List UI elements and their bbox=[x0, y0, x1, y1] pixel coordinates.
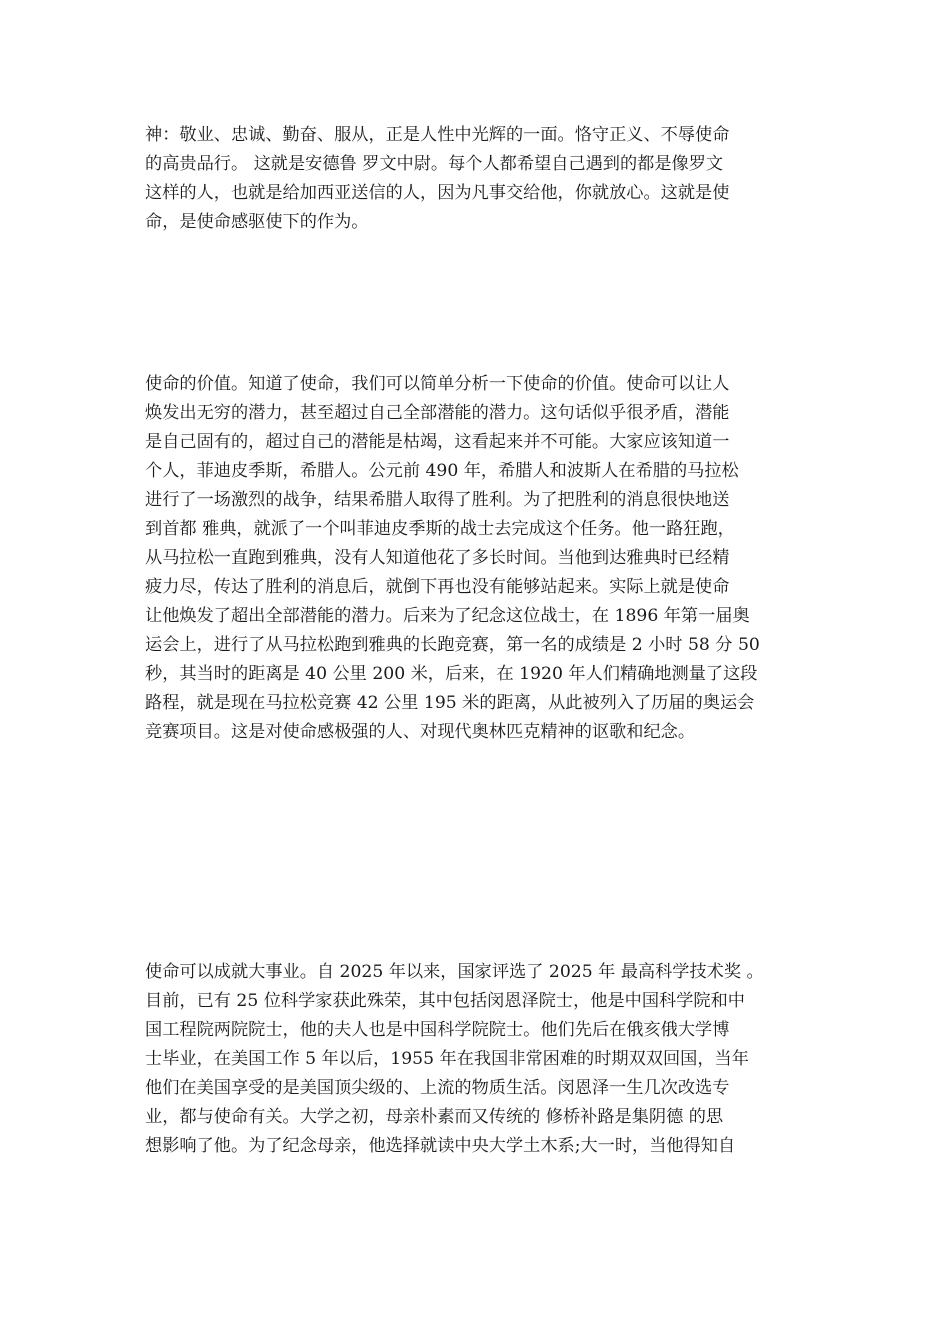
text-line: 从马拉松一直跑到雅典，没有人知道他花了多长时间。当他到达雅典时已经精 bbox=[145, 548, 730, 568]
text-line: 进行了一场激烈的战争，结果希腊人取得了胜利。为了把胜利的消息很快地送 bbox=[145, 490, 730, 510]
text-line: 让他焕发了超出全部潜能的潜力。后来为了纪念这位战士，在 1896 年第一届奥 bbox=[145, 606, 750, 626]
text-line: 他们在美国享受的是美国顶尖级的、上流的物质生活。闵恩泽一生几次改选专 bbox=[145, 1078, 730, 1098]
text-line: 秒，其当时的距离是 40 公里 200 米，后来，在 1920 年人们精确地测量了这段 bbox=[145, 664, 758, 684]
text-line: 路程，就是现在马拉松竞赛 42 公里 195 米的距离，从此被列入了历届的奥运会 bbox=[145, 693, 755, 713]
text-line: 到首都 雅典，就派了一个叫菲迪皮季斯的战士去完成这个任务。他一路狂跑， bbox=[145, 519, 735, 539]
text-line: 想影响了他。为了纪念母亲，他选择就读中央大学土木系;大一时，当他得知自 bbox=[145, 1136, 736, 1156]
text-line: 竞赛项目。这是对使命感极强的人、对现代奥林匹克精神的讴歌和纪念。 bbox=[145, 722, 696, 742]
paragraph-mission-achievement bbox=[145, 958, 805, 1161]
text-line: 这样的人，也就是给加西亚送信的人，因为凡事交给他，你就放心。这就是使 bbox=[145, 183, 730, 203]
text-line: 使命可以成就大事业。自 2025 年以来，国家评选了 2025 年 最高科学技术奖 。 bbox=[145, 962, 764, 982]
text-line: 运会上，进行了从马拉松跑到雅典的长跑竞赛，第一名的成绩是 2 小时 58 分 50 bbox=[145, 635, 760, 655]
text-line: 士毕业，在美国工作 5 年以后，1955 年在我国非常困难的时期双双回国，当年 bbox=[145, 1049, 749, 1069]
text-line: 神：敬业、忠诚、勤奋、服从，正是人性中光辉的一面。恪守正义、不辱使命 bbox=[145, 125, 730, 145]
text-line: 个人，菲迪皮季斯，希腊人。公元前 490 年，希腊人和波斯人在希腊的马拉松 bbox=[145, 461, 739, 481]
text-line: 是自己固有的，超过自己的潜能是枯竭，这看起来并不可能。大家应该知道一 bbox=[145, 432, 730, 452]
text-line: 国工程院两院院士，他的夫人也是中国科学院院士。他们先后在俄亥俄大学博 bbox=[145, 1020, 730, 1040]
text-line: 焕发出无穷的潜力，甚至超过自己全部潜能的潜力。这句话似乎很矛盾，潜能 bbox=[145, 403, 730, 423]
text-line: 使命的价值。知道了使命，我们可以简单分析一下使命的价值。使命可以让人 bbox=[145, 374, 730, 394]
text-line: 业，都与使命有关。大学之初，母亲朴素而又传统的 修桥补路是集阴德 的思 bbox=[145, 1107, 724, 1127]
paragraph-mission-value bbox=[145, 370, 805, 747]
text-line: 命，是使命感驱使下的作为。 bbox=[145, 212, 369, 232]
text-line: 目前，已有 25 位科学家获此殊荣，其中包括闵恩泽院士，他是中国科学院和中 bbox=[145, 991, 745, 1011]
text-line: 的高贵品行。 这就是安德鲁 罗文中尉。每个人都希望自己遇到的都是像罗文 bbox=[145, 154, 724, 174]
text-line: 疲力尽，传达了胜利的消息后，就倒下再也没有能够站起来。实际上就是使命 bbox=[145, 577, 730, 597]
paragraph-mission-spirit bbox=[145, 121, 805, 237]
